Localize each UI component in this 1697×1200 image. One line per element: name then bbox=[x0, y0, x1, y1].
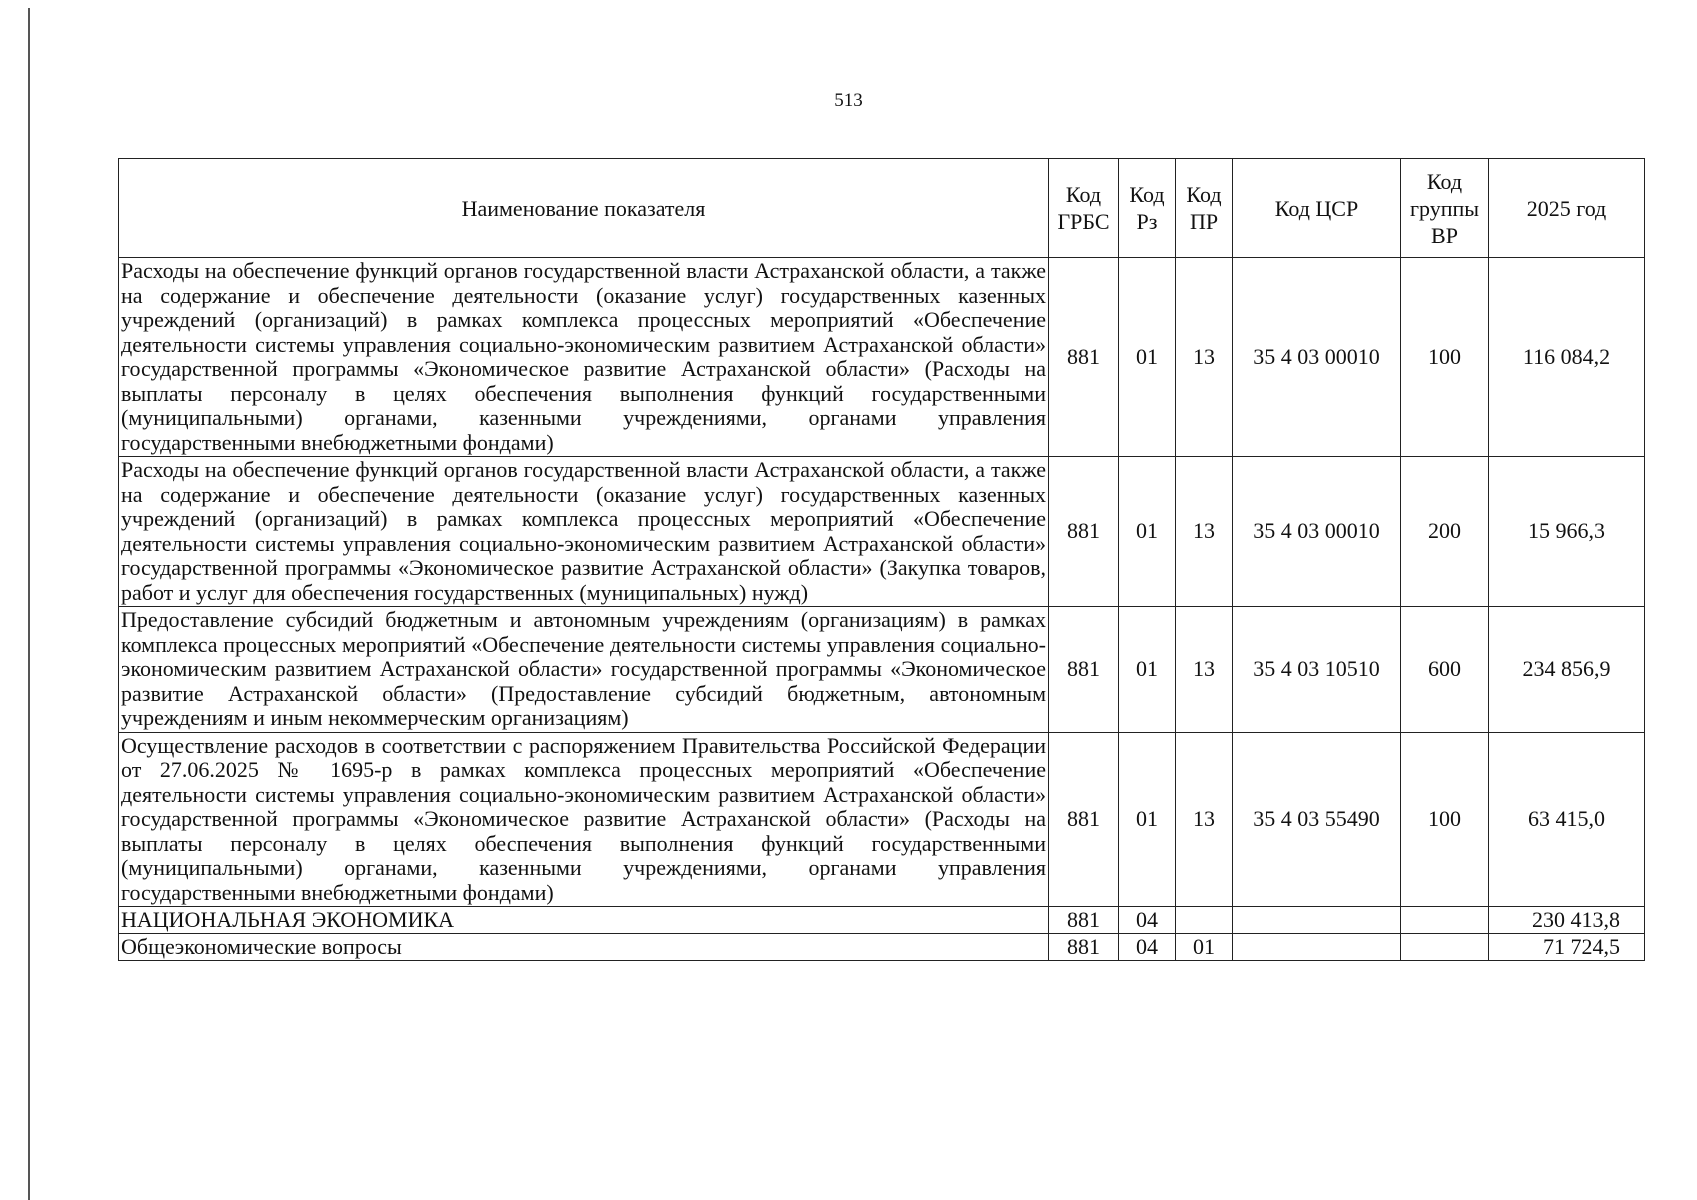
row-vr: 200 bbox=[1401, 457, 1489, 607]
row-pr: 13 bbox=[1176, 732, 1233, 907]
row-amount: 71 724,5 bbox=[1489, 934, 1645, 961]
header-grbs: Код ГРБС bbox=[1049, 159, 1119, 258]
table-row bbox=[119, 907, 1645, 934]
row-grbs: 881 bbox=[1049, 607, 1119, 733]
row-rz: 04 bbox=[1119, 934, 1176, 961]
row-csr: 35 4 03 55490 bbox=[1233, 732, 1401, 907]
row-grbs: 881 bbox=[1049, 934, 1119, 961]
row-grbs: 881 bbox=[1049, 732, 1119, 907]
row-rz: 01 bbox=[1119, 732, 1176, 907]
header-vr: Код группы ВР bbox=[1401, 159, 1489, 258]
row-csr: 35 4 03 00010 bbox=[1233, 258, 1401, 457]
table-row bbox=[119, 258, 1645, 457]
row-vr bbox=[1401, 934, 1489, 961]
row-name: Предоставление субсидий бюджетным и автономным учреждениям (организациям) в рамках комплекса процессных мероприятий «Обеспечение деятельности системы управления социально-экономическим развитием Астраханской области» государственной программы «Экономическое развитие Астраханской области» (Предоставление субсидий бюджетным, автономным учреждениям и иным некоммерческим организациям) bbox=[119, 607, 1049, 733]
table-row bbox=[119, 607, 1645, 733]
budget-table bbox=[118, 158, 1645, 961]
table-row bbox=[119, 934, 1645, 961]
row-pr: 01 bbox=[1176, 934, 1233, 961]
header-csr: Код ЦСР bbox=[1233, 159, 1401, 258]
row-vr: 100 bbox=[1401, 732, 1489, 907]
header-name: Наименование показателя bbox=[119, 159, 1049, 258]
row-name: НАЦИОНАЛЬНАЯ ЭКОНОМИКА bbox=[119, 907, 1049, 934]
row-csr: 35 4 03 00010 bbox=[1233, 457, 1401, 607]
row-pr bbox=[1176, 907, 1233, 934]
row-grbs: 881 bbox=[1049, 457, 1119, 607]
row-pr: 13 bbox=[1176, 258, 1233, 457]
row-name: Расходы на обеспечение функций органов государственной власти Астраханской области, а также на содержание и обеспечение деятельности (оказание услуг) государственных казенных учреждений (организаций) в рамках комплекса процессных мероприятий «Обеспечение деятельности системы управления социально-экономическим развитием Астраханской области» государственной программы «Экономическое развитие Астраханской области» (Закупка товаров, работ и услуг для обеспечения государственных (муниципальных) нужд) bbox=[119, 457, 1049, 607]
row-grbs: 881 bbox=[1049, 907, 1119, 934]
header-amount: 2025 год bbox=[1489, 159, 1645, 258]
row-name: Расходы на обеспечение функций органов государственной власти Астраханской области, а также на содержание и обеспечение деятельности (оказание услуг) государственных казенных учреждений (организаций) в рамках комплекса процессных мероприятий «Обеспечение деятельности системы управления социально-экономическим развитием Астраханской области» государственной программы «Экономическое развитие Астраханской области» (Расходы на выплаты персоналу в целях обеспечения выполнения функций государственными (муниципальными) органами, казенными учреждениями, органами управления государственными внебюджетными фондами) bbox=[119, 258, 1049, 457]
row-csr bbox=[1233, 907, 1401, 934]
row-amount: 230 413,8 bbox=[1489, 907, 1645, 934]
table-row bbox=[119, 457, 1645, 607]
row-csr bbox=[1233, 934, 1401, 961]
row-name: Осуществление расходов в соответствии с распоряжением Правительства Российской Федерации от 27.06.2025 № 1695-р в рамках комплекса процессных мероприятий «Обеспечение деятельности системы управления социально-экономическим развитием Астраханской области» государственной программы «Экономическое развитие Астраханской области» (Расходы на выплаты персоналу в целях обеспечения выполнения функций государственными (муниципальными) органами, казенными учреждениями, органами управления государственными внебюджетными фондами) bbox=[119, 732, 1049, 907]
row-name: Общеэкономические вопросы bbox=[119, 934, 1049, 961]
row-amount: 234 856,9 bbox=[1489, 607, 1645, 733]
row-grbs: 881 bbox=[1049, 258, 1119, 457]
header-pr: Код ПР bbox=[1176, 159, 1233, 258]
row-vr bbox=[1401, 907, 1489, 934]
row-vr: 100 bbox=[1401, 258, 1489, 457]
left-margin-line bbox=[28, 8, 30, 1200]
row-pr: 13 bbox=[1176, 607, 1233, 733]
row-rz: 01 bbox=[1119, 457, 1176, 607]
table-row bbox=[119, 732, 1645, 907]
table-header-row bbox=[119, 159, 1645, 258]
row-csr: 35 4 03 10510 bbox=[1233, 607, 1401, 733]
row-rz: 04 bbox=[1119, 907, 1176, 934]
row-amount: 15 966,3 bbox=[1489, 457, 1645, 607]
row-pr: 13 bbox=[1176, 457, 1233, 607]
row-vr: 600 bbox=[1401, 607, 1489, 733]
header-rz: Код Рз bbox=[1119, 159, 1176, 258]
row-rz: 01 bbox=[1119, 607, 1176, 733]
row-amount: 116 084,2 bbox=[1489, 258, 1645, 457]
row-rz: 01 bbox=[1119, 258, 1176, 457]
page-number: 513 bbox=[834, 90, 863, 111]
row-amount: 63 415,0 bbox=[1489, 732, 1645, 907]
